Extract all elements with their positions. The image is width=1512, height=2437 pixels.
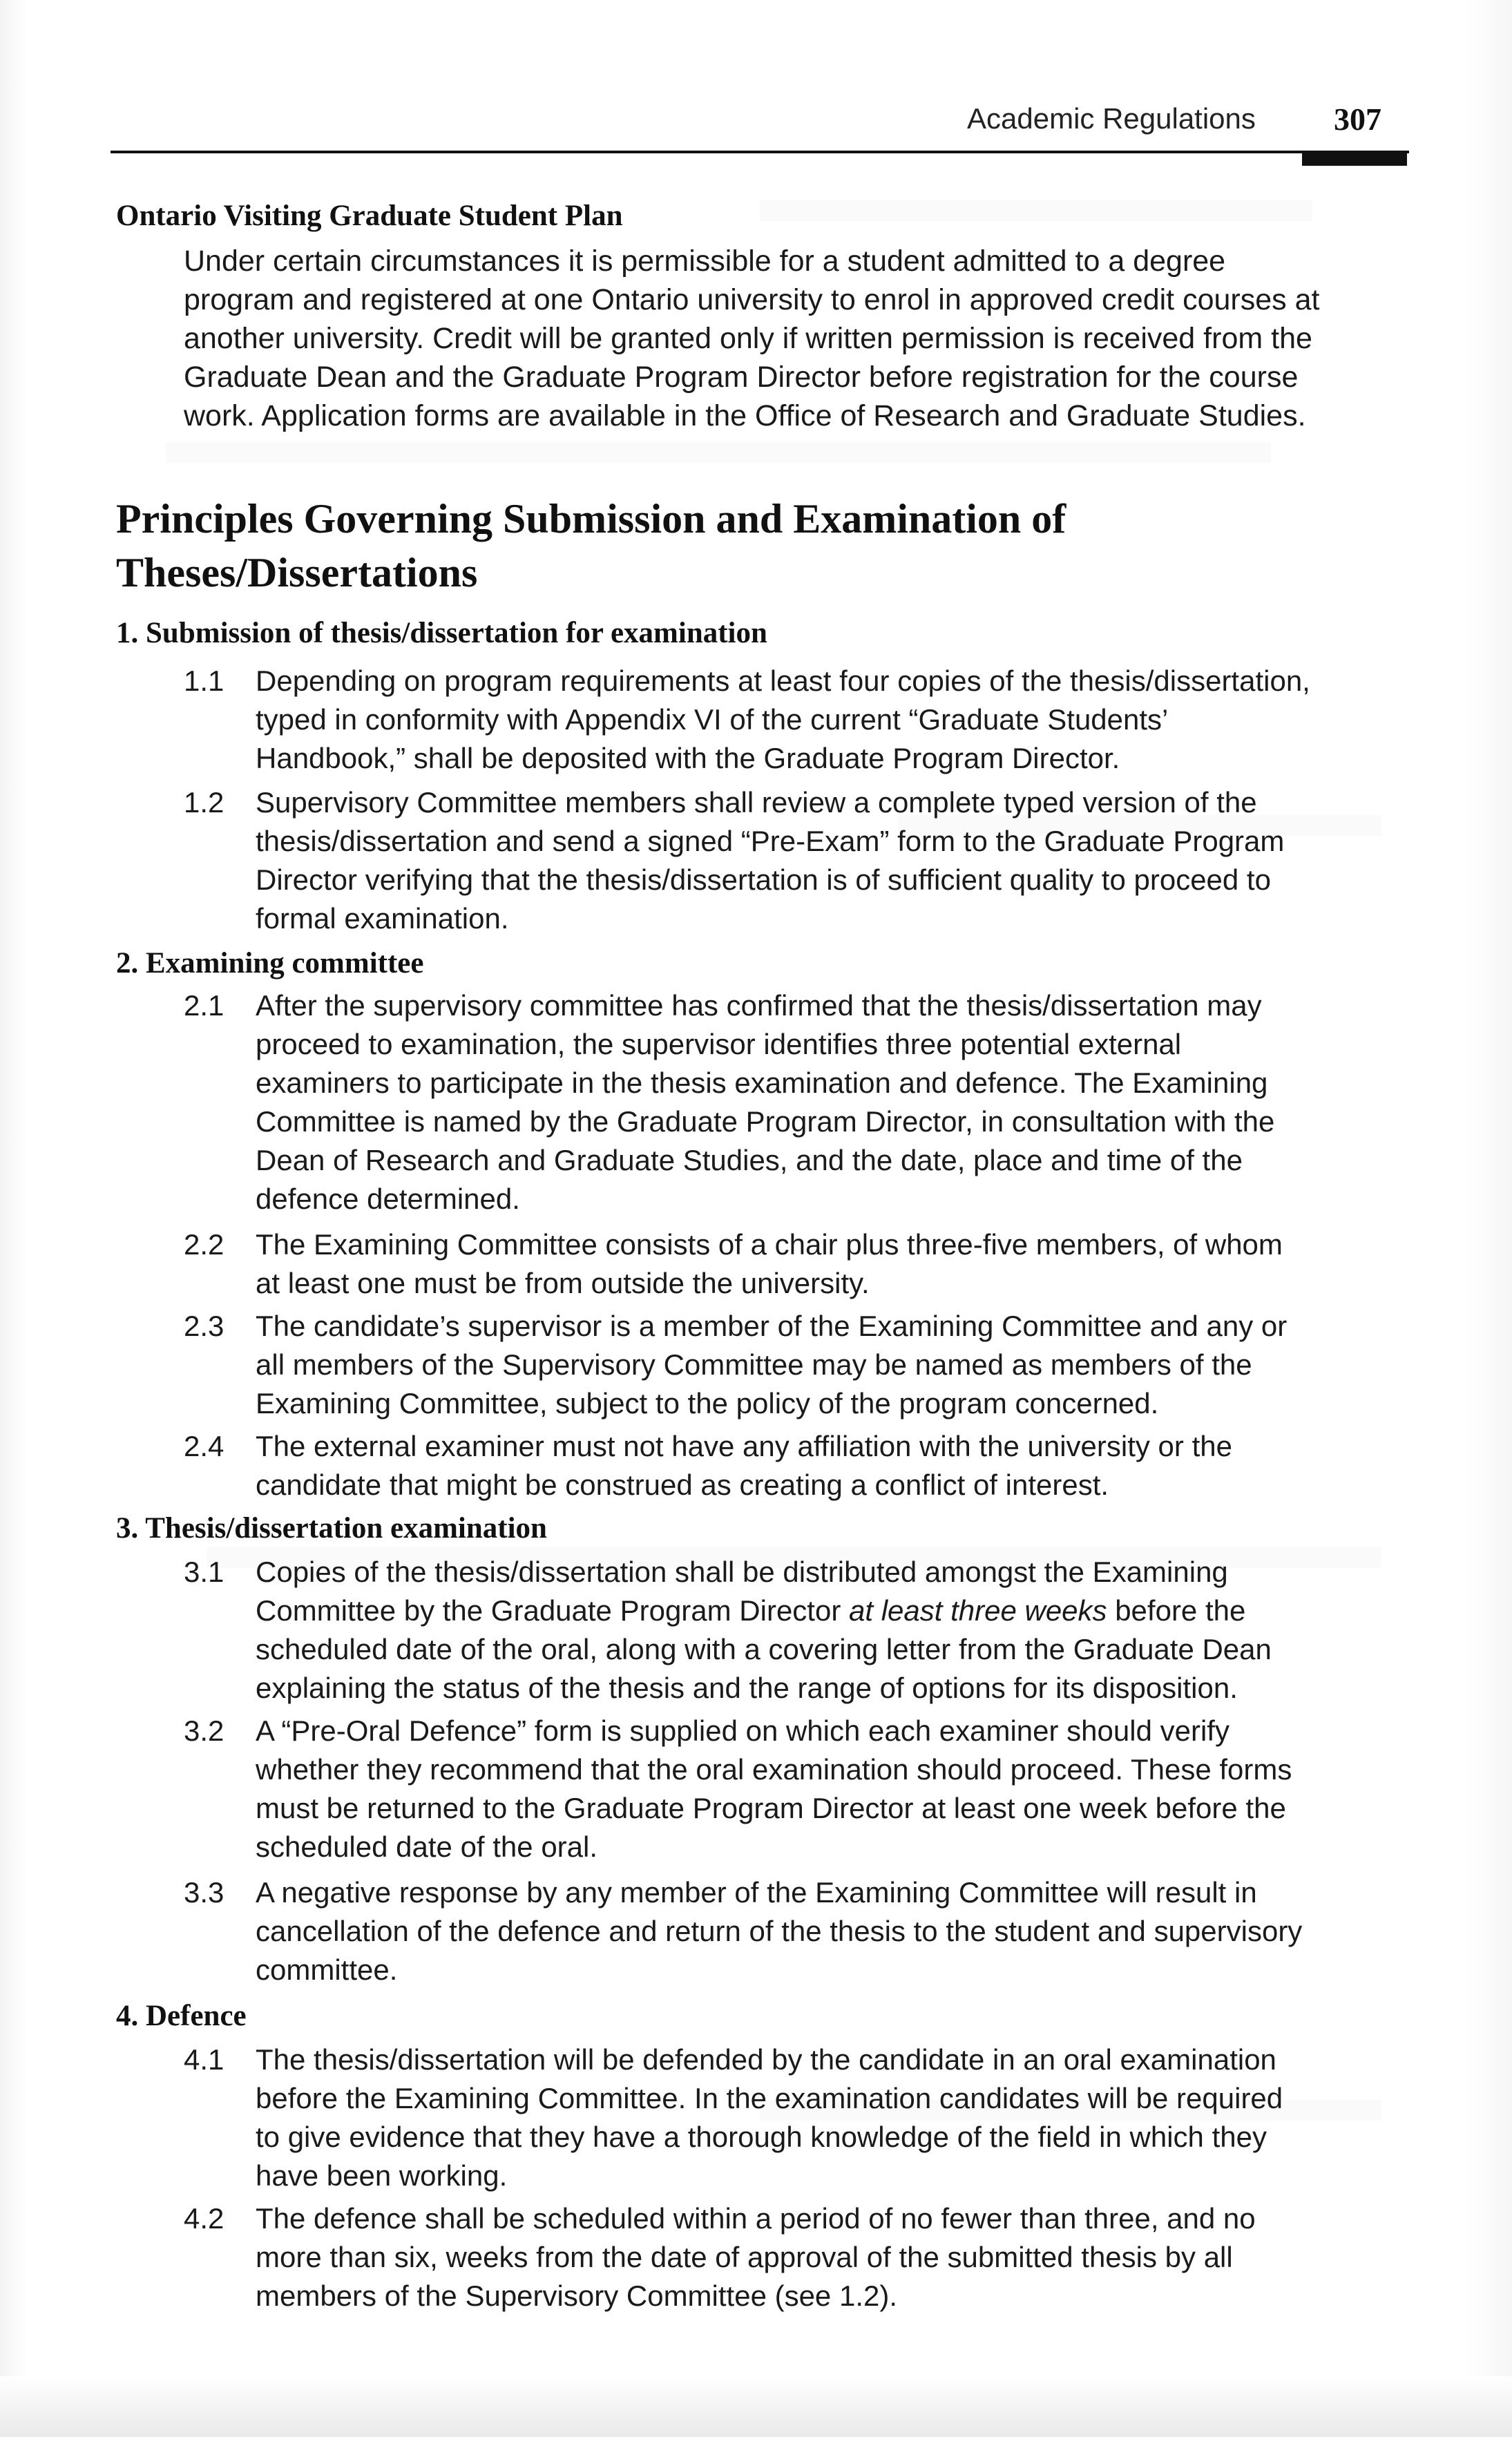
item-line: proceed to examination, the supervisor identifies three potential external: [256, 1028, 1182, 1060]
list-item-2-1: [184, 986, 1420, 1218]
list-item-3-2: [184, 1712, 1420, 1866]
list-item-2-2: [184, 1225, 1420, 1303]
item-line: examiners to participate in the thesis examination and defence. The Examining: [256, 1067, 1268, 1099]
page-number: 307: [1334, 102, 1381, 137]
item-line: A “Pre-Oral Defence” form is supplied on which each examiner should verify: [256, 1714, 1229, 1747]
item-text: [256, 1873, 1420, 1989]
emphasis-text: at least three weeks: [849, 1594, 1107, 1627]
item-text: [256, 1427, 1420, 1504]
item-line: more than six, weeks from the date of approval of the submitted thesis by all: [256, 2241, 1233, 2273]
item-text: [256, 662, 1420, 778]
list-item-1-1: [184, 662, 1420, 778]
item-line: members of the Supervisory Committee (see 1.2).: [256, 2280, 898, 2312]
list-item-3-3: [184, 1873, 1420, 1989]
item-line: The defence shall be scheduled within a period of no fewer than three, and no: [256, 2202, 1256, 2235]
item-number: 1.1: [184, 665, 224, 697]
item-line: Supervisory Committee members shall review a complete typed version of the: [256, 786, 1257, 819]
section-heading-3: 3. Thesis/dissertation examination: [116, 1512, 547, 1545]
item-line: all members of the Supervisory Committee may be named as members of the: [256, 1348, 1252, 1381]
ovgsp-line: another university. Credit will be granted only if written permission is received from the: [184, 322, 1312, 355]
scan-edge-shadow: [0, 2376, 1512, 2437]
item-line: at least one must be from outside the university.: [256, 1267, 870, 1299]
item-line: scheduled date of the oral.: [256, 1831, 598, 1863]
list-item-2-3: [184, 1307, 1420, 1423]
show-through-texture: [760, 200, 1312, 221]
ovgsp-line: program and registered at one Ontario university to enrol in approved credit courses at: [184, 283, 1320, 316]
ovgsp-heading: Ontario Visiting Graduate Student Plan: [116, 200, 623, 232]
show-through-texture: [166, 442, 1271, 463]
item-number: 1.2: [184, 786, 224, 819]
item-number: 2.2: [184, 1228, 224, 1261]
item-line: cancellation of the defence and return of the thesis to the student and supervisory: [256, 1915, 1303, 1947]
item-line: have been working.: [256, 2159, 508, 2192]
item-line: to give evidence that they have a thorough knowledge of the field in which they: [256, 2121, 1267, 2153]
ovgsp-line: work. Application forms are available in the Office of Research and Graduate Studies.: [184, 399, 1306, 432]
item-line: A negative response by any member of the Examining Committee will result in: [256, 1876, 1257, 1909]
item-number: 3.1: [184, 1556, 224, 1588]
item-text: [256, 2199, 1420, 2315]
header-tab-marker: [1302, 151, 1407, 166]
list-item-4-2: [184, 2199, 1420, 2315]
item-line: must be returned to the Graduate Program Director at least one week before the: [256, 1792, 1286, 1824]
item-text: [256, 783, 1420, 938]
item-line: formal examination.: [256, 902, 509, 935]
item-text: [256, 1553, 1420, 1708]
list-item-2-4: [184, 1427, 1420, 1504]
page-title-line: Theses/Dissertations: [116, 550, 478, 595]
item-line: typed in conformity with Appendix VI of the current “Graduate Students’: [256, 703, 1169, 736]
item-line: candidate that might be construed as creating a conflict of interest.: [256, 1469, 1109, 1501]
item-line: before the Examining Committee. In the examination candidates will be required: [256, 2082, 1283, 2114]
section-heading-4: 4. Defence: [116, 2000, 247, 2032]
item-line: Committee is named by the Graduate Program Director, in consultation with the: [256, 1105, 1275, 1138]
item-line: [256, 1592, 1420, 1630]
item-line: thesis/dissertation and send a signed “Pre-Exam” form to the Graduate Program: [256, 825, 1285, 857]
item-line: whether they recommend that the oral examination should proceed. These forms: [256, 1753, 1292, 1786]
item-line: Examining Committee, subject to the policy of the program concerned.: [256, 1387, 1159, 1420]
item-number: 3.2: [184, 1714, 224, 1747]
item-number: 3.3: [184, 1876, 224, 1909]
running-title: Academic Regulations: [967, 102, 1256, 135]
item-number: 4.1: [184, 2043, 224, 2076]
item-line: The candidate’s supervisor is a member of the Examining Committee and any or: [256, 1310, 1288, 1342]
item-line: explaining the status of the thesis and the range of options for its disposition.: [256, 1672, 1238, 1704]
section-heading-2: 2. Examining committee: [116, 947, 424, 979]
list-item-3-1: [184, 1553, 1420, 1708]
item-number: 2.4: [184, 1430, 224, 1462]
item-line: Dean of Research and Graduate Studies, and the date, place and time of the: [256, 1144, 1243, 1176]
list-item-4-1: [184, 2041, 1420, 2195]
section-heading-1: 1. Submission of thesis/dissertation for examination: [116, 617, 767, 649]
item-text: [256, 986, 1420, 1218]
page-title: [116, 492, 1394, 600]
page-title-line: Principles Governing Submission and Examination of: [116, 496, 1066, 542]
item-line: scheduled date of the oral, along with a covering letter from the Graduate Dean: [256, 1633, 1272, 1665]
item-number: 2.1: [184, 989, 224, 1022]
item-text: [256, 1712, 1420, 1866]
item-number: 4.2: [184, 2202, 224, 2235]
ovgsp-line: Graduate Dean and the Graduate Program Director before registration for the course: [184, 361, 1299, 394]
item-line-segment: before the: [1107, 1594, 1246, 1627]
item-number: 2.3: [184, 1310, 224, 1342]
ovgsp-line: Under certain circumstances it is permissible for a student admitted to a degree: [184, 245, 1226, 278]
item-line: After the supervisory committee has confirmed that the thesis/dissertation may: [256, 989, 1262, 1022]
running-header: [967, 102, 1395, 144]
item-line: Copies of the thesis/dissertation shall be distributed amongst the Examining: [256, 1556, 1228, 1588]
ovgsp-paragraph: [184, 242, 1413, 435]
list-item-1-2: [184, 783, 1420, 938]
item-line: The Examining Committee consists of a chair plus three-five members, of whom: [256, 1228, 1283, 1261]
item-line: committee.: [256, 1953, 398, 1986]
item-line: Depending on program requirements at least four copies of the thesis/dissertation,: [256, 665, 1310, 697]
item-line-segment: Committee by the Graduate Program Director: [256, 1594, 849, 1627]
item-text: [256, 2041, 1420, 2195]
item-line: defence determined.: [256, 1183, 520, 1215]
item-line: Director verifying that the thesis/dissertation is of sufficient quality to proceed to: [256, 863, 1271, 896]
item-text: [256, 1225, 1420, 1303]
item-text: [256, 1307, 1420, 1423]
item-line: Handbook,” shall be deposited with the Graduate Program Director.: [256, 742, 1120, 774]
item-line: The thesis/dissertation will be defended by the candidate in an oral examination: [256, 2043, 1276, 2076]
item-line: The external examiner must not have any affiliation with the university or the: [256, 1430, 1232, 1462]
header-rule: [111, 151, 1409, 153]
